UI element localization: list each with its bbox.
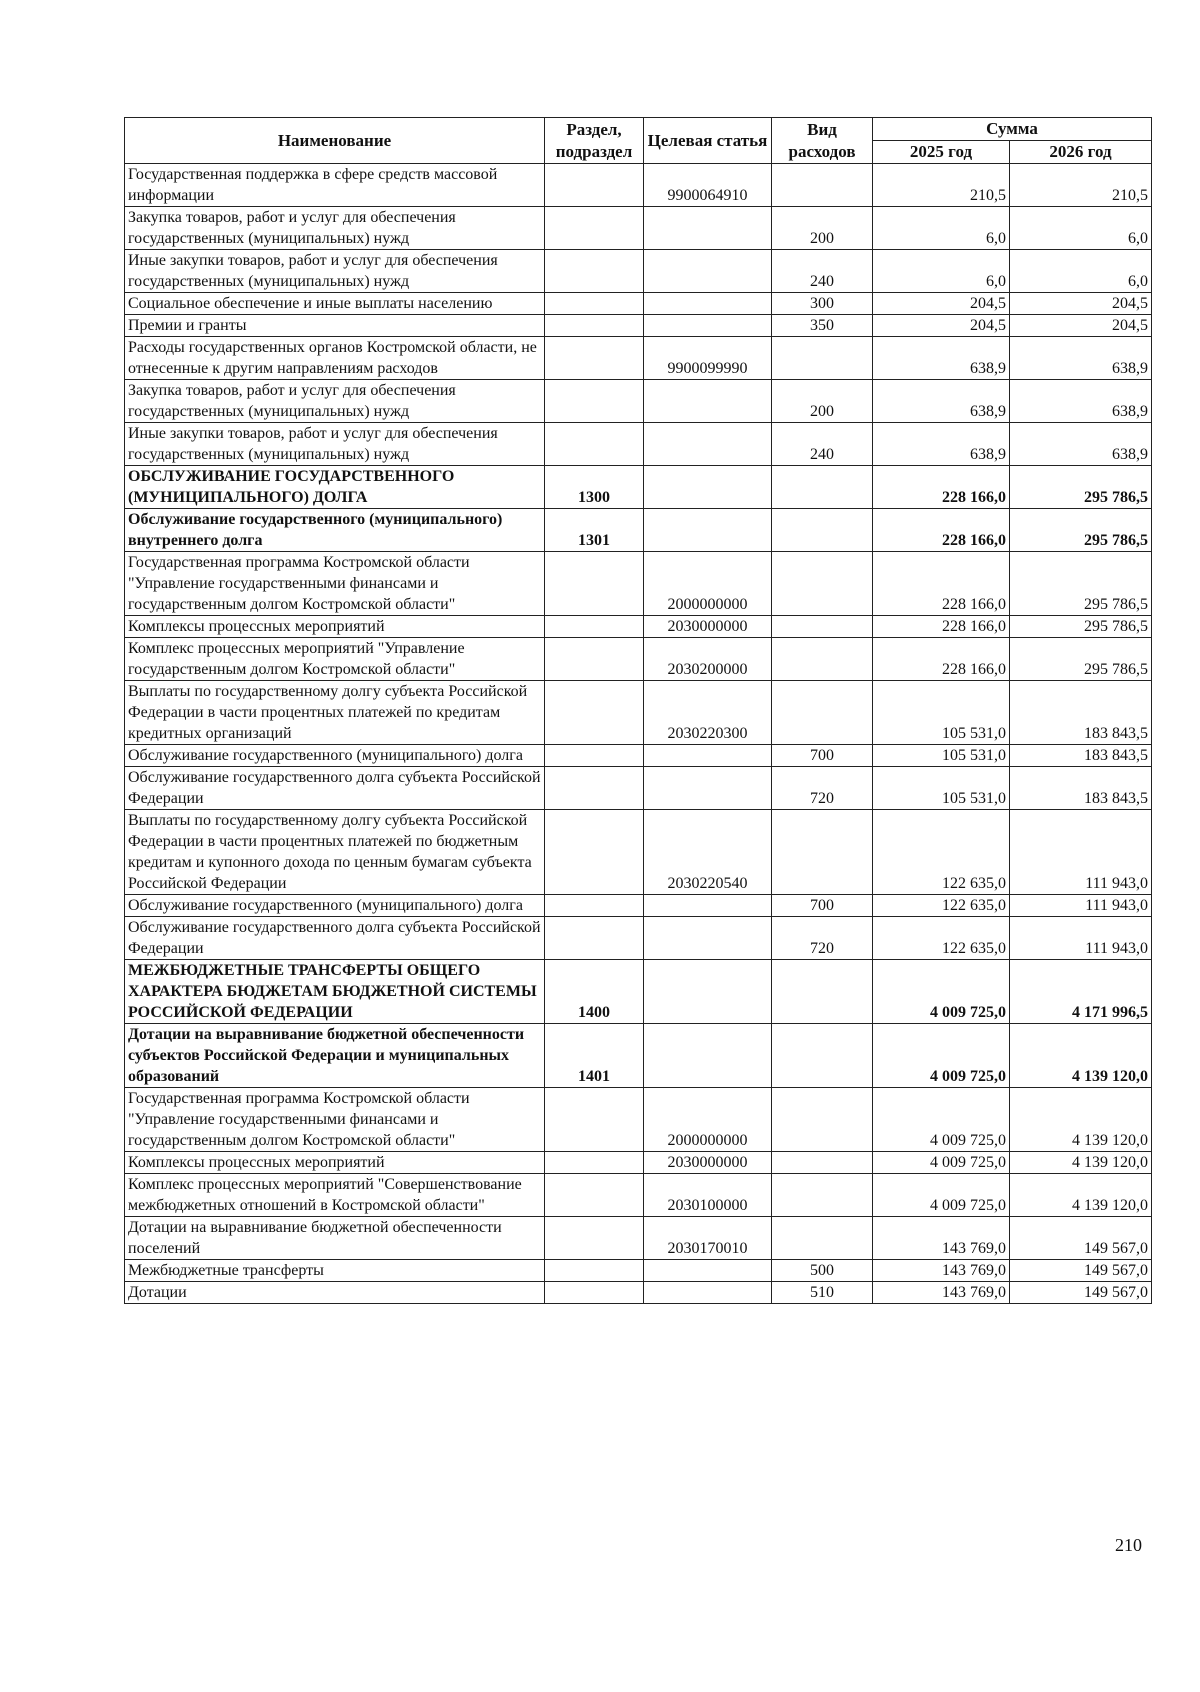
budget-table bbox=[124, 117, 1152, 1304]
cell-type: 240 bbox=[772, 250, 873, 293]
cell-name: Выплаты по государственному долгу субъекта Российской Федерации в части процентных платежей по кредитам кредитных организаций bbox=[125, 681, 545, 745]
table-row bbox=[125, 638, 1152, 681]
table-row bbox=[125, 1282, 1152, 1304]
cell-2026: 149 567,0 bbox=[1010, 1282, 1152, 1304]
cell-2025: 210,5 bbox=[873, 164, 1010, 207]
cell-2025: 638,9 bbox=[873, 423, 1010, 466]
cell-2026: 4 139 120,0 bbox=[1010, 1152, 1152, 1174]
cell-target: 2030100000 bbox=[644, 1174, 772, 1217]
cell-target bbox=[644, 250, 772, 293]
cell-target bbox=[644, 960, 772, 1024]
cell-2025: 6,0 bbox=[873, 207, 1010, 250]
cell-target bbox=[644, 1282, 772, 1304]
cell-type bbox=[772, 960, 873, 1024]
cell-type bbox=[772, 1024, 873, 1088]
cell-name: Государственная программа Костромской области "Управление государственными финансами и государственным долгом Костромской области" bbox=[125, 552, 545, 616]
page-number: 210 bbox=[1115, 1535, 1142, 1555]
cell-section bbox=[545, 917, 644, 960]
cell-section bbox=[545, 1282, 644, 1304]
cell-2026: 295 786,5 bbox=[1010, 509, 1152, 552]
cell-target: 2030170010 bbox=[644, 1217, 772, 1260]
cell-2026: 638,9 bbox=[1010, 380, 1152, 423]
cell-2025: 122 635,0 bbox=[873, 810, 1010, 895]
table-row bbox=[125, 293, 1152, 315]
header-section: Раздел, подраздел bbox=[545, 118, 644, 164]
cell-2026: 6,0 bbox=[1010, 250, 1152, 293]
cell-name: Государственная поддержка в сфере средств массовой информации bbox=[125, 164, 545, 207]
cell-type: 200 bbox=[772, 207, 873, 250]
cell-target: 9900064910 bbox=[644, 164, 772, 207]
cell-name: ОБСЛУЖИВАНИЕ ГОСУДАРСТВЕННОГО (МУНИЦИПАЛЬНОГО) ДОЛГА bbox=[125, 466, 545, 509]
cell-2025: 143 769,0 bbox=[873, 1260, 1010, 1282]
cell-section bbox=[545, 767, 644, 810]
cell-2026: 204,5 bbox=[1010, 293, 1152, 315]
table-row bbox=[125, 1217, 1152, 1260]
cell-type bbox=[772, 164, 873, 207]
cell-2025: 204,5 bbox=[873, 315, 1010, 337]
cell-type: 700 bbox=[772, 895, 873, 917]
cell-type bbox=[772, 466, 873, 509]
cell-type bbox=[772, 810, 873, 895]
cell-section: 1300 bbox=[545, 466, 644, 509]
cell-2025: 204,5 bbox=[873, 293, 1010, 315]
header-2025: 2025 год bbox=[873, 141, 1010, 164]
cell-2026: 295 786,5 bbox=[1010, 616, 1152, 638]
cell-type: 720 bbox=[772, 767, 873, 810]
cell-type bbox=[772, 681, 873, 745]
table-row bbox=[125, 767, 1152, 810]
cell-2026: 295 786,5 bbox=[1010, 552, 1152, 616]
cell-type bbox=[772, 552, 873, 616]
cell-target bbox=[644, 423, 772, 466]
cell-section bbox=[545, 810, 644, 895]
cell-2025: 143 769,0 bbox=[873, 1282, 1010, 1304]
cell-2026: 149 567,0 bbox=[1010, 1260, 1152, 1282]
cell-type: 500 bbox=[772, 1260, 873, 1282]
header-target: Целевая статья bbox=[644, 118, 772, 164]
table-body bbox=[125, 164, 1152, 1304]
cell-section bbox=[545, 1152, 644, 1174]
table-row bbox=[125, 681, 1152, 745]
cell-section bbox=[545, 745, 644, 767]
cell-name: Социальное обеспечение и иные выплаты населению bbox=[125, 293, 545, 315]
cell-section bbox=[545, 423, 644, 466]
header-name: Наименование bbox=[125, 118, 545, 164]
table-row bbox=[125, 207, 1152, 250]
cell-2026: 183 843,5 bbox=[1010, 767, 1152, 810]
cell-type bbox=[772, 638, 873, 681]
header-2026: 2026 год bbox=[1010, 141, 1152, 164]
table-row bbox=[125, 1174, 1152, 1217]
cell-2026: 111 943,0 bbox=[1010, 895, 1152, 917]
table-row bbox=[125, 1024, 1152, 1088]
cell-section bbox=[545, 315, 644, 337]
cell-2026: 295 786,5 bbox=[1010, 638, 1152, 681]
table-header bbox=[125, 118, 1152, 164]
cell-2026: 183 843,5 bbox=[1010, 681, 1152, 745]
cell-name: Иные закупки товаров, работ и услуг для обеспечения государственных (муниципальных) нужд bbox=[125, 250, 545, 293]
cell-type bbox=[772, 1088, 873, 1152]
cell-type bbox=[772, 1174, 873, 1217]
cell-target: 9900099990 bbox=[644, 337, 772, 380]
cell-section bbox=[545, 164, 644, 207]
cell-type: 240 bbox=[772, 423, 873, 466]
cell-target bbox=[644, 745, 772, 767]
cell-2025: 638,9 bbox=[873, 380, 1010, 423]
cell-2026: 204,5 bbox=[1010, 315, 1152, 337]
cell-target bbox=[644, 466, 772, 509]
cell-2026: 4 139 120,0 bbox=[1010, 1174, 1152, 1217]
cell-name: Комплекс процессных мероприятий "Совершенствование межбюджетных отношений в Костромской области" bbox=[125, 1174, 545, 1217]
cell-section bbox=[545, 207, 644, 250]
cell-2026: 149 567,0 bbox=[1010, 1217, 1152, 1260]
cell-type: 510 bbox=[772, 1282, 873, 1304]
cell-type: 720 bbox=[772, 917, 873, 960]
cell-2025: 143 769,0 bbox=[873, 1217, 1010, 1260]
cell-target bbox=[644, 895, 772, 917]
cell-2026: 295 786,5 bbox=[1010, 466, 1152, 509]
cell-target bbox=[644, 380, 772, 423]
cell-target bbox=[644, 917, 772, 960]
cell-section bbox=[545, 681, 644, 745]
table-row bbox=[125, 509, 1152, 552]
cell-target: 2030220540 bbox=[644, 810, 772, 895]
table-row bbox=[125, 616, 1152, 638]
cell-2025: 122 635,0 bbox=[873, 917, 1010, 960]
cell-target bbox=[644, 1024, 772, 1088]
table-row bbox=[125, 552, 1152, 616]
cell-name: Комплексы процессных мероприятий bbox=[125, 1152, 545, 1174]
cell-2025: 228 166,0 bbox=[873, 616, 1010, 638]
cell-2025: 105 531,0 bbox=[873, 681, 1010, 745]
cell-name: Государственная программа Костромской области "Управление государственными финансами и государственным долгом Костромской области" bbox=[125, 1088, 545, 1152]
cell-2025: 4 009 725,0 bbox=[873, 960, 1010, 1024]
cell-section: 1401 bbox=[545, 1024, 644, 1088]
cell-target bbox=[644, 207, 772, 250]
header-type: Вид расходов bbox=[772, 118, 873, 164]
cell-section bbox=[545, 250, 644, 293]
cell-2026: 210,5 bbox=[1010, 164, 1152, 207]
table-row bbox=[125, 895, 1152, 917]
cell-name: Обслуживание государственного (муниципального) долга bbox=[125, 745, 545, 767]
cell-type bbox=[772, 1217, 873, 1260]
cell-2025: 105 531,0 bbox=[873, 745, 1010, 767]
cell-target: 2030200000 bbox=[644, 638, 772, 681]
cell-target bbox=[644, 1260, 772, 1282]
cell-section bbox=[545, 380, 644, 423]
cell-2026: 4 139 120,0 bbox=[1010, 1024, 1152, 1088]
cell-target bbox=[644, 509, 772, 552]
cell-section bbox=[545, 552, 644, 616]
cell-target: 2000000000 bbox=[644, 1088, 772, 1152]
cell-2025: 228 166,0 bbox=[873, 466, 1010, 509]
cell-name: Закупка товаров, работ и услуг для обеспечения государственных (муниципальных) нужд bbox=[125, 207, 545, 250]
cell-name: Обслуживание государственного (муниципального) долга bbox=[125, 895, 545, 917]
table-row bbox=[125, 745, 1152, 767]
cell-2025: 4 009 725,0 bbox=[873, 1174, 1010, 1217]
table-row bbox=[125, 1152, 1152, 1174]
header-sum: Сумма bbox=[873, 118, 1152, 141]
cell-name: Расходы государственных органов Костромской области, не отнесенные к другим направлениям расходов bbox=[125, 337, 545, 380]
cell-2025: 4 009 725,0 bbox=[873, 1024, 1010, 1088]
table-row bbox=[125, 960, 1152, 1024]
cell-section bbox=[545, 1174, 644, 1217]
cell-target: 2030000000 bbox=[644, 616, 772, 638]
cell-type: 300 bbox=[772, 293, 873, 315]
cell-2026: 4 139 120,0 bbox=[1010, 1088, 1152, 1152]
table-row bbox=[125, 1260, 1152, 1282]
cell-type: 700 bbox=[772, 745, 873, 767]
cell-type bbox=[772, 616, 873, 638]
cell-name: Премии и гранты bbox=[125, 315, 545, 337]
cell-type bbox=[772, 509, 873, 552]
table-row bbox=[125, 315, 1152, 337]
cell-2025: 228 166,0 bbox=[873, 552, 1010, 616]
cell-name: Закупка товаров, работ и услуг для обеспечения государственных (муниципальных) нужд bbox=[125, 380, 545, 423]
cell-target: 2000000000 bbox=[644, 552, 772, 616]
cell-name: Дотации на выравнивание бюджетной обеспеченности поселений bbox=[125, 1217, 545, 1260]
cell-type: 200 bbox=[772, 380, 873, 423]
cell-type bbox=[772, 1152, 873, 1174]
cell-section bbox=[545, 1217, 644, 1260]
cell-2025: 122 635,0 bbox=[873, 895, 1010, 917]
cell-section bbox=[545, 616, 644, 638]
cell-section bbox=[545, 293, 644, 315]
table-row bbox=[125, 164, 1152, 207]
cell-2026: 4 171 996,5 bbox=[1010, 960, 1152, 1024]
cell-2025: 105 531,0 bbox=[873, 767, 1010, 810]
table-row bbox=[125, 917, 1152, 960]
cell-name: Обслуживание государственного (муниципального) внутреннего долга bbox=[125, 509, 545, 552]
table-row bbox=[125, 810, 1152, 895]
table-row bbox=[125, 423, 1152, 466]
cell-section: 1301 bbox=[545, 509, 644, 552]
cell-section bbox=[545, 1260, 644, 1282]
cell-target: 2030000000 bbox=[644, 1152, 772, 1174]
cell-2026: 638,9 bbox=[1010, 337, 1152, 380]
cell-name: Иные закупки товаров, работ и услуг для обеспечения государственных (муниципальных) нужд bbox=[125, 423, 545, 466]
cell-2026: 638,9 bbox=[1010, 423, 1152, 466]
cell-name: Дотации bbox=[125, 1282, 545, 1304]
cell-section bbox=[545, 337, 644, 380]
cell-2026: 6,0 bbox=[1010, 207, 1152, 250]
cell-name: Комплексы процессных мероприятий bbox=[125, 616, 545, 638]
cell-2026: 111 943,0 bbox=[1010, 917, 1152, 960]
cell-2025: 228 166,0 bbox=[873, 509, 1010, 552]
cell-type bbox=[772, 337, 873, 380]
cell-section: 1400 bbox=[545, 960, 644, 1024]
table-row bbox=[125, 337, 1152, 380]
cell-name: МЕЖБЮДЖЕТНЫЕ ТРАНСФЕРТЫ ОБЩЕГО ХАРАКТЕРА БЮДЖЕТАМ БЮДЖЕТНОЙ СИСТЕМЫ РОССИЙСКОЙ ФЕДЕРАЦИИ bbox=[125, 960, 545, 1024]
cell-target: 2030220300 bbox=[644, 681, 772, 745]
cell-name: Обслуживание государственного долга субъекта Российской Федерации bbox=[125, 767, 545, 810]
cell-2026: 111 943,0 bbox=[1010, 810, 1152, 895]
cell-target bbox=[644, 767, 772, 810]
cell-2025: 6,0 bbox=[873, 250, 1010, 293]
cell-target bbox=[644, 315, 772, 337]
cell-name: Дотации на выравнивание бюджетной обеспеченности субъектов Российской Федерации и муниципальных образований bbox=[125, 1024, 545, 1088]
cell-2026: 183 843,5 bbox=[1010, 745, 1152, 767]
cell-section bbox=[545, 895, 644, 917]
cell-name: Обслуживание государственного долга субъекта Российской Федерации bbox=[125, 917, 545, 960]
table-row bbox=[125, 250, 1152, 293]
cell-2025: 638,9 bbox=[873, 337, 1010, 380]
cell-name: Межбюджетные трансферты bbox=[125, 1260, 545, 1282]
cell-target bbox=[644, 293, 772, 315]
table-row bbox=[125, 380, 1152, 423]
cell-2025: 4 009 725,0 bbox=[873, 1152, 1010, 1174]
cell-type: 350 bbox=[772, 315, 873, 337]
cell-2025: 4 009 725,0 bbox=[873, 1088, 1010, 1152]
cell-section bbox=[545, 638, 644, 681]
table-row bbox=[125, 1088, 1152, 1152]
cell-2025: 228 166,0 bbox=[873, 638, 1010, 681]
cell-name: Выплаты по государственному долгу субъекта Российской Федерации в части процентных платежей по бюджетным кредитам и купонного дохода по ценным бумагам субъекта Российской Федерации bbox=[125, 810, 545, 895]
table-row bbox=[125, 466, 1152, 509]
cell-section bbox=[545, 1088, 644, 1152]
cell-name: Комплекс процессных мероприятий "Управление государственным долгом Костромской области" bbox=[125, 638, 545, 681]
